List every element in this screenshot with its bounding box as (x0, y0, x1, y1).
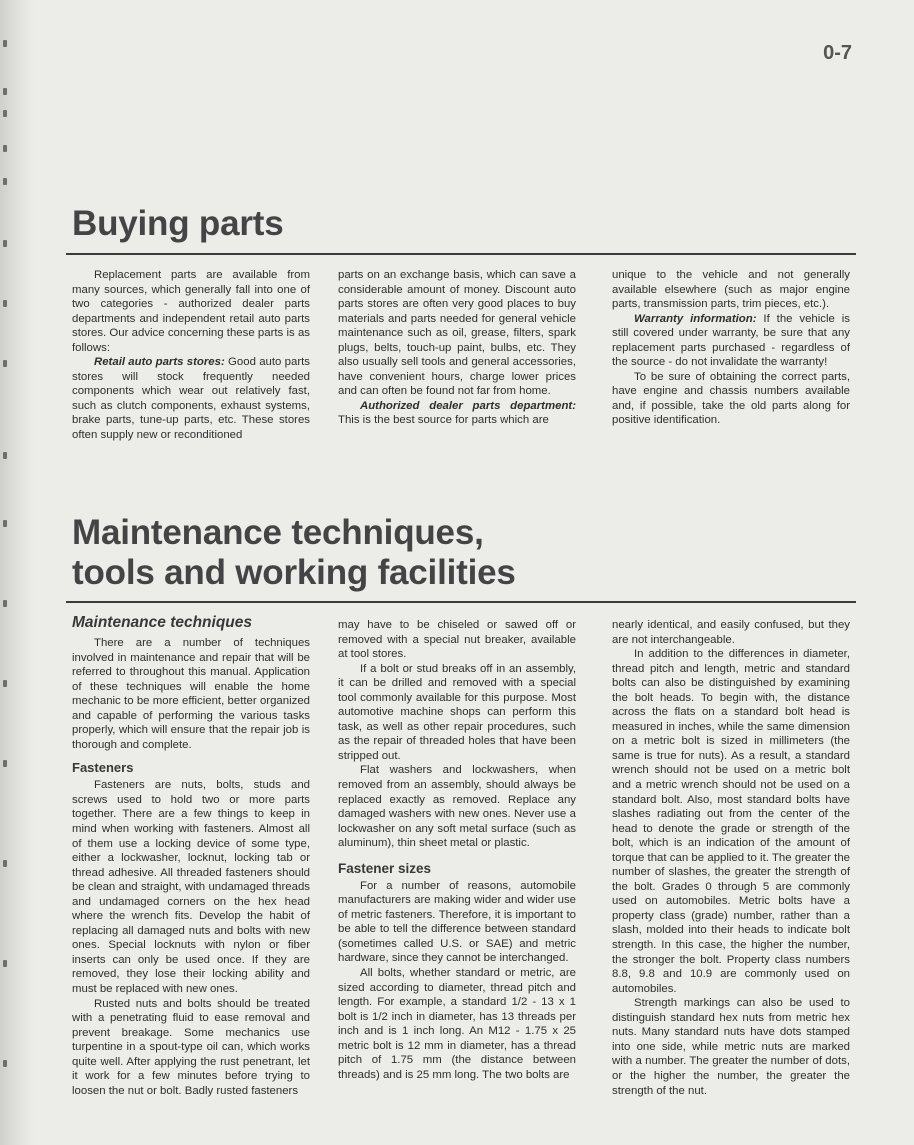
binding-mark (3, 145, 7, 152)
binding-mark (3, 300, 7, 307)
paragraph: There are a number of techniques involved in maintenance and repair that will be referred to throughout this manual. Application of these techniques will enable the home mechanic to be more efficient, better organized and capable of performing the various tasks properly, which will ensure that the repair job is thorough and complete. (72, 637, 310, 751)
maintenance-column-3 (612, 618, 850, 1098)
binding-mark (3, 680, 7, 687)
paragraph: Fasteners are nuts, bolts, studs and screws used to hold two or more parts together. There are a few things to keep in mind when working with fasteners. Almost all of them use a locking device of some type, either a lockwasher, locknut, locking tab or thread adhesive. All threaded fasteners should be clean and straight, with undamaged threads and undamaged corners on the hex head where the wrench fits. Develop the habit of replacing all damaged nuts and bolts with new ones. Special locknuts with nylon or fiber inserts can only be used once. If they are removed, they lose their locking ability and must be replaced with new ones. (72, 779, 310, 996)
paragraph-text: If the vehicle is still covered under warranty, be sure that any replacement parts purchased - regardless of the source - do not invalidate the warranty! (612, 312, 850, 369)
maintenance-title-line-2: tools and working facilities (72, 553, 516, 592)
page-binding-edge (0, 0, 34, 1145)
binding-mark (3, 760, 7, 767)
paragraph-text: Good auto parts stores will stock frequently needed components which wear out relatively fast, such as clutch components, exhaust systems, brake parts, tune-up parts, etc. These stores often supply new or reconditioned (72, 356, 310, 442)
paragraph: In addition to the differences in diameter, thread pitch and length, metric and standard bolts can also be distinguished by examining the bolt heads. To begin with, the distance across the flats on a standard bolt head is measured in inches, while the same dimension on a metric bolt is sized in millimeters (the same is true for nuts). As a result, a standard wrench should not be used on a metric bolt and a metric wrench should not be used on a standard bolt. Also, most standard bolts have slashes radiating out from the center of the head to denote the grade or strength of the bolt, which is an indication of the amount of torque that can be applied to it. The greater the number of slashes, the greater the strength of the bolt. Grades 0 through 5 are commonly used on automobiles. Metric bolts have a property class (grade) number, rather than a slash, molded into their heads to indicate bolt strength. In this case, the higher the number, the stronger the bolt. Property class numbers 8.8, 9.8 and 10.9 are commonly used on automobiles. (612, 648, 850, 995)
paragraph: Rusted nuts and bolts should be treated with a penetrating fluid to ease removal and prevent breakage. Some mechanics use turpentine in a spout-type oil can, which works quite well. After applying the rust penetrant, let it work for a few minutes before trying to loosen the nut or bolt. Badly rusted fasteners (72, 997, 310, 1097)
section-rule (66, 253, 856, 255)
section-rule (66, 601, 856, 603)
paragraph: nearly identical, and easily confused, but they are not interchangeable. (612, 619, 850, 646)
binding-mark (3, 88, 7, 95)
subsection-heading: Fastener sizes (338, 860, 432, 876)
maintenance-column-1 (72, 614, 310, 1098)
binding-mark (3, 520, 7, 527)
paragraph: For a number of reasons, automobile manufacturers are making wider and wider use of metric fasteners. Therefore, it is important to be able to tell the difference between standard (sometimes called U.S. or SAE) and metric hardware, since they cannot be interchanged. (338, 879, 576, 965)
paragraph: Strength markings can also be used to distinguish standard hex nuts from metric hex nuts. Many standard nuts have dots stamped into one side, while metric nuts are marked with a number. The greater the number of dots, or the higher the number, the greater the strength of the nut. (612, 997, 850, 1097)
paragraph (612, 312, 850, 370)
paragraph-lead: Warranty information: (634, 312, 757, 325)
buying-parts-column-1 (72, 268, 310, 443)
binding-mark (3, 960, 7, 967)
paragraph: may have to be chiseled or sawed off or removed with a special nut breaker, available at tool stores. (338, 619, 576, 661)
buying-parts-column-2 (338, 268, 576, 428)
subsection-heading: Fasteners (72, 760, 134, 776)
paragraph (72, 355, 310, 442)
subsection-heading: Maintenance techniques (72, 614, 253, 631)
paragraph: unique to the vehicle and not generally available elsewhere (such as major engine parts, transmission parts, trim pieces, etc.). (612, 269, 850, 311)
paragraph: All bolts, whether standard or metric, are sized according to diameter, thread pitch and length. For example, a standard 1/2 - 13 x 1 bolt is 1/2 inch in diameter, has 13 threads per inch and is 1 inch long. An M12 - 1.75 x 25 metric bolt is 12 mm in diameter, has a thread pitch of 1.75 mm (the distance between threads) and is 25 mm long. The two bolts are (338, 967, 576, 1081)
binding-mark (3, 178, 7, 185)
maintenance-column-2 (338, 618, 576, 1082)
paragraph-text: This is the best source for parts which are (338, 414, 549, 427)
buying-parts-title: Buying parts (72, 204, 284, 243)
paragraph: If a bolt or stud breaks off in an assembly, it can be drilled and removed with a special tool commonly available for this purpose. Most automotive machine shops can perform this task, as well as other repair procedures, such as the repair of threaded holes that have been stripped out. (338, 662, 576, 762)
binding-mark (3, 860, 7, 867)
binding-mark (3, 240, 7, 247)
paragraph: parts on an exchange basis, which can save a considerable amount of money. Discount auto parts stores are often very good places to buy materials and parts needed for general vehicle maintenance such as oil, grease, filters, spark plugs, belts, touch-up paint, bulbs, etc. They also usually sell tools and general accessories, have convenient hours, charge lower prices and can often be found not far from home. (338, 269, 576, 398)
paragraph-lead: Retail auto parts stores: (94, 356, 225, 369)
binding-mark (3, 452, 7, 459)
binding-mark (3, 40, 7, 47)
maintenance-title-line-1: Maintenance techniques, (72, 513, 484, 552)
paragraph-lead: Authorized dealer parts department: (360, 399, 576, 412)
paragraph: Flat washers and lockwashers, when removed from an assembly, should always be replaced exactly as removed. Replace any damaged washers with new ones. Never use a lockwasher on any soft metal surface (such as aluminum), thin sheet metal or plastic. (338, 764, 576, 850)
paragraph (338, 399, 576, 428)
binding-mark (3, 360, 7, 367)
binding-mark (3, 1060, 7, 1067)
buying-parts-column-3 (612, 268, 850, 428)
page-number: 0-7 (823, 42, 852, 64)
binding-mark (3, 600, 7, 607)
paragraph: To be sure of obtaining the correct parts, have engine and chassis numbers available and, if possible, take the old parts along for positive identification. (612, 370, 850, 427)
paragraph: Replacement parts are available from many sources, which generally fall into one of two categories - authorized dealer parts departments and independent retail auto parts stores. Our advice concerning these parts is as follows: (72, 269, 310, 354)
binding-mark (3, 110, 7, 117)
